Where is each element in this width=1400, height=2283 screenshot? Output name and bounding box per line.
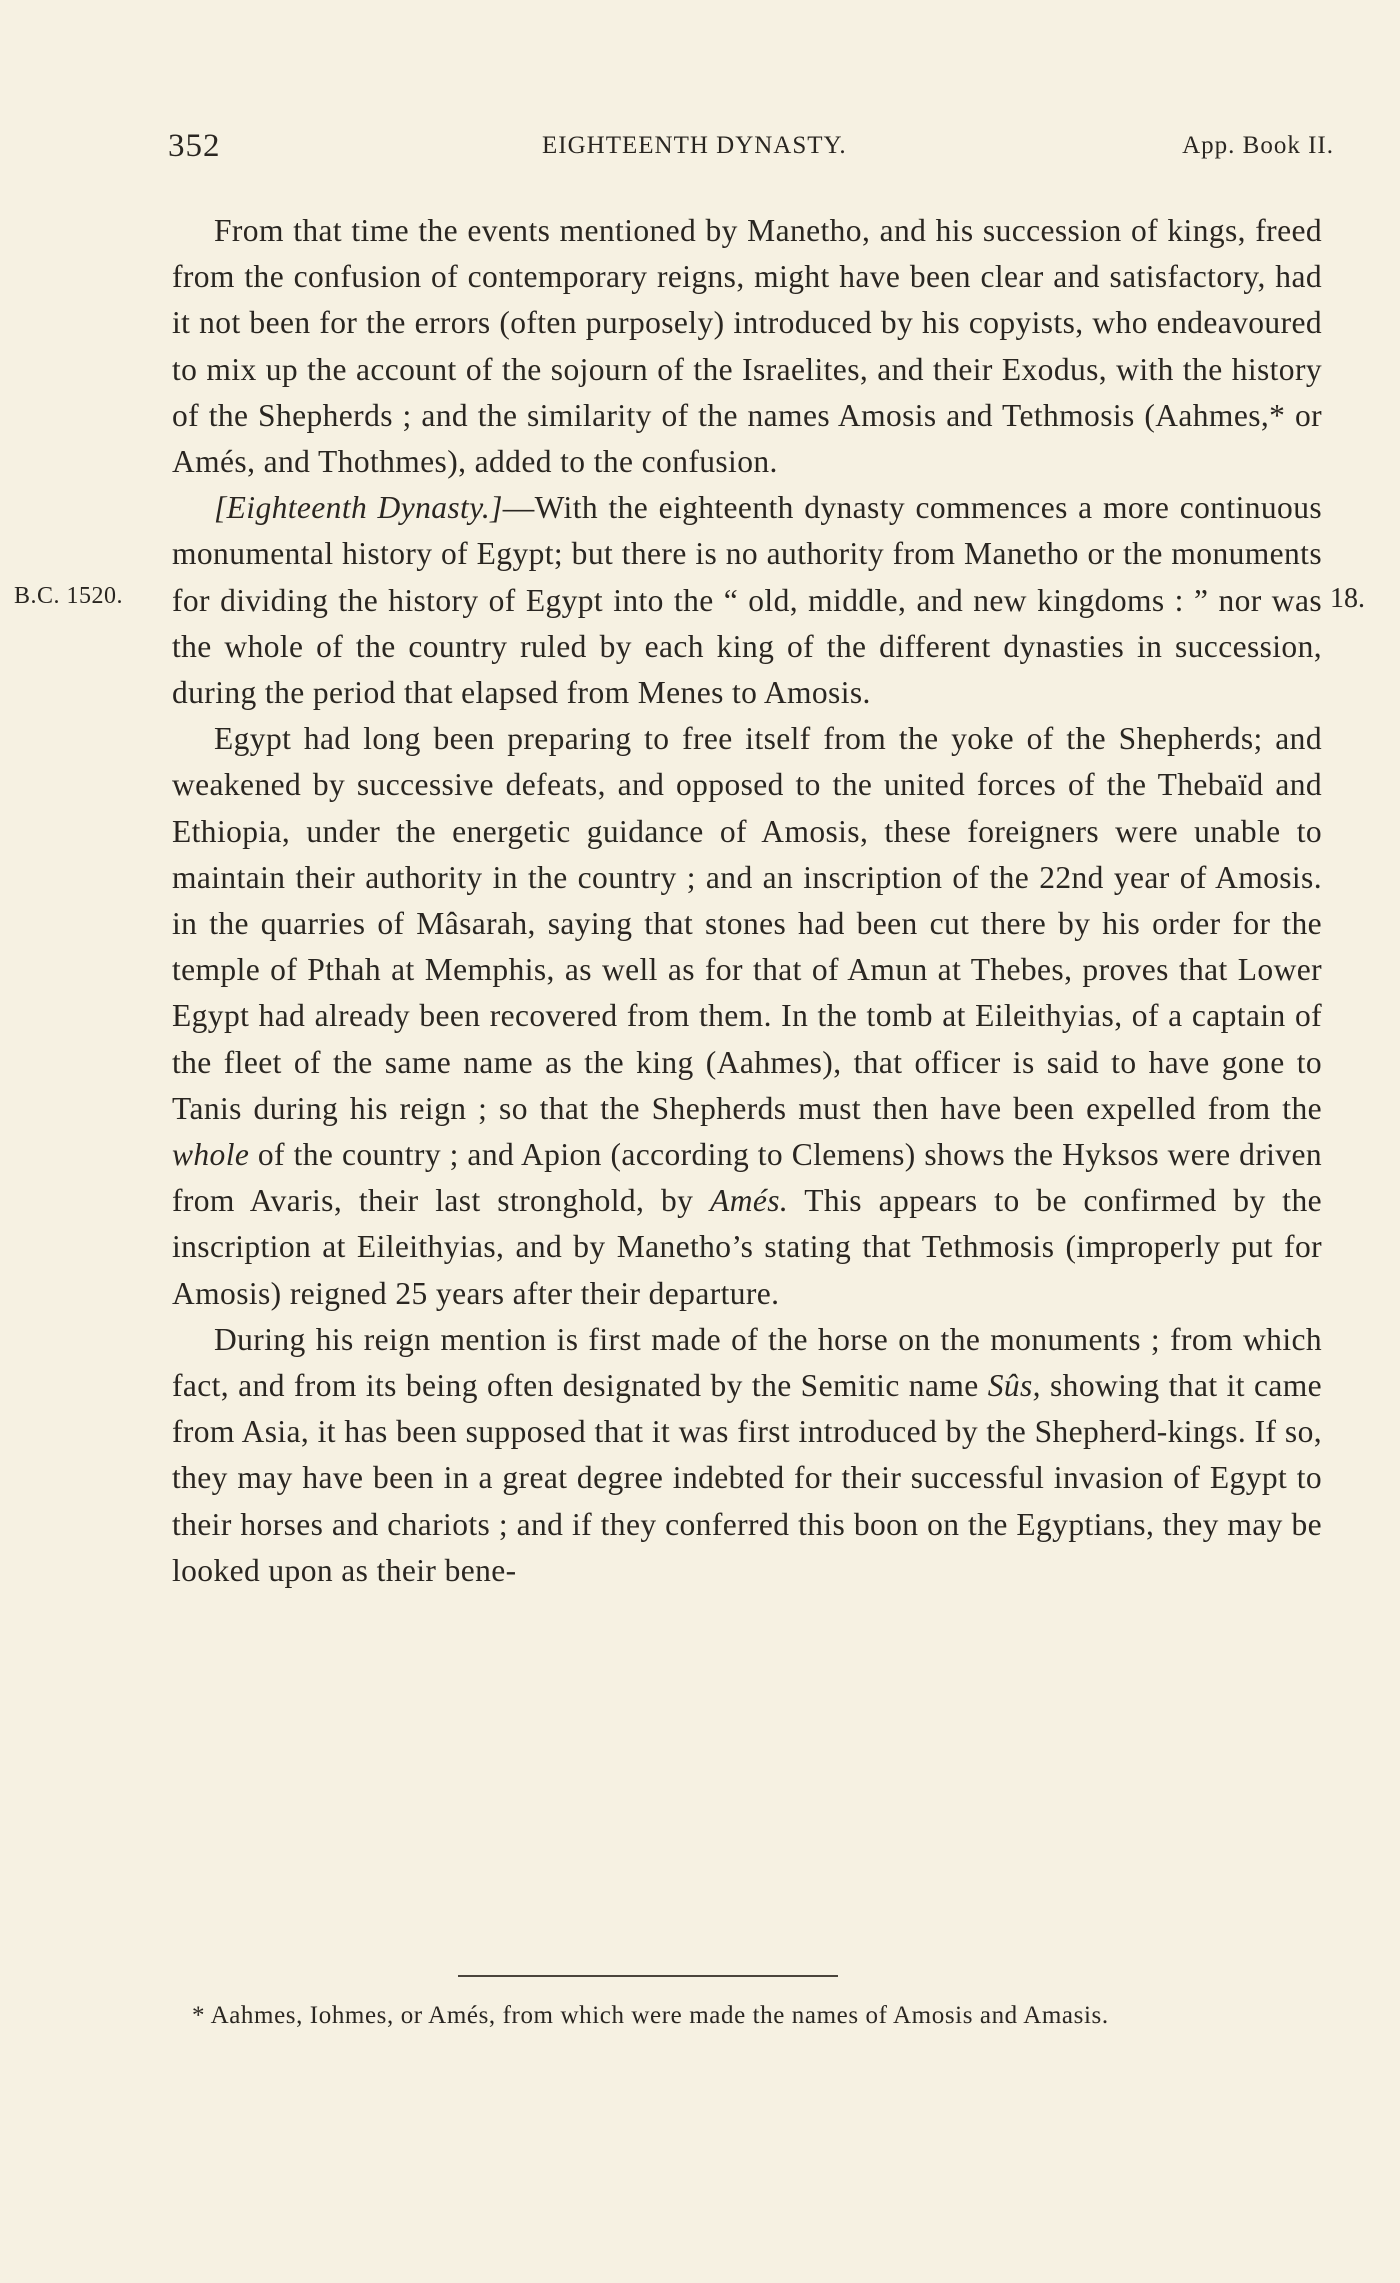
emphasis-whole: whole (172, 1137, 250, 1173)
margin-dynasty-number: 18. (1330, 583, 1365, 614)
paragraph-3-part-c: This appears to be confirmed by the inscription at Eileithyias, and by Manetho’s stating that Tethmosis (improperly put for Amosis) reigned 25 years after their departure. (172, 1183, 1322, 1311)
running-head-book: App. Book II. (1182, 132, 1334, 159)
paragraph-1: From that time the events mentioned by Manetho, and his succession of kings, freed from the confusion of contemporary reigns, might have been clear and satisfactory, had it not been for the errors (often purposely) introduced by his copyists, who endeavoured to mix up the account of the sojourn of the Israelites, and their Exodus, with the history of the Shepherds ; and the similarity of the names Amosis and Tethmosis (Aahmes,* or Amés, and Thothmes), added to the confusion. (172, 213, 1322, 480)
emphasis-ames: Amés. (710, 1183, 789, 1219)
paragraph-3-part-b: of the country ; and Apion (according to Clemens) shows the Hyksos were driven from Avaris, their last stronghold, by (172, 1137, 1322, 1219)
paragraph-3 (172, 716, 1322, 1317)
paragraph-4 (172, 1317, 1322, 1594)
main-text (172, 208, 1322, 1594)
paragraph-2 (172, 485, 1322, 716)
paragraph-4-part-b: showing that it came from Asia, it has been supposed that it was first introduced by the Shepherd-kings. If so, they may have been in a great degree indebted for their successful invasion of Egypt to their horses and chariots ; and if they conferred this boon on the Egyptians, they may be looked upon as their bene- (172, 1368, 1323, 1588)
running-title: EIGHTEENTH DYNASTY. (542, 132, 847, 159)
footnote-divider (458, 1975, 838, 1977)
emphasis-sus: Sûs, (987, 1368, 1041, 1404)
margin-date-note: B.C. 1520. (14, 583, 124, 609)
paragraph-4-part-a: During his reign mention is first made of the horse on the monuments ; from which fact, and from its being often designated by the Semitic name (172, 1321, 1322, 1404)
paragraph-2-text: —With the eighteenth dynasty commences a more continuous monumental history of Egypt; but there is no authority from Manetho or the monuments for dividing the history of Egypt into the “ old, middle, and new kingdoms : ” nor was the whole of the country ruled by each king of the different dynasties in succession, during the period that elapsed from Menes to Amosis. (172, 490, 1322, 711)
page-number: 352 (168, 128, 221, 164)
section-heading: [Eighteenth Dynasty.] (214, 490, 503, 526)
paragraph-3-part-a: Egypt had long been preparing to free itself from the yoke of the Shepherds; and weakened by successive defeats, and opposed to the united forces of the Thebaïd and Ethiopia, under the energetic guidance of Amosis, these foreigners were unable to maintain their authority in the country ; and an inscription of the 22nd year of Amosis. in the quarries of Mâsarah, saying that stones had been cut there by his order for the temple of Pthah at Memphis, as well as for that of Amun at Thebes, proves that Lower Egypt had already been recovered from them. In the tomb at Eileithyias, of a captain of the fleet of the same name as the king (Aahmes), that officer is said to have gone to Tanis during his reign ; so that the Shepherds must then have been expelled from the (172, 721, 1322, 1126)
footnote: * Aahmes, Iohmes, or Amés, from which were made the names of Amosis and Amasis. (192, 2002, 1109, 2029)
running-head (168, 128, 1334, 168)
